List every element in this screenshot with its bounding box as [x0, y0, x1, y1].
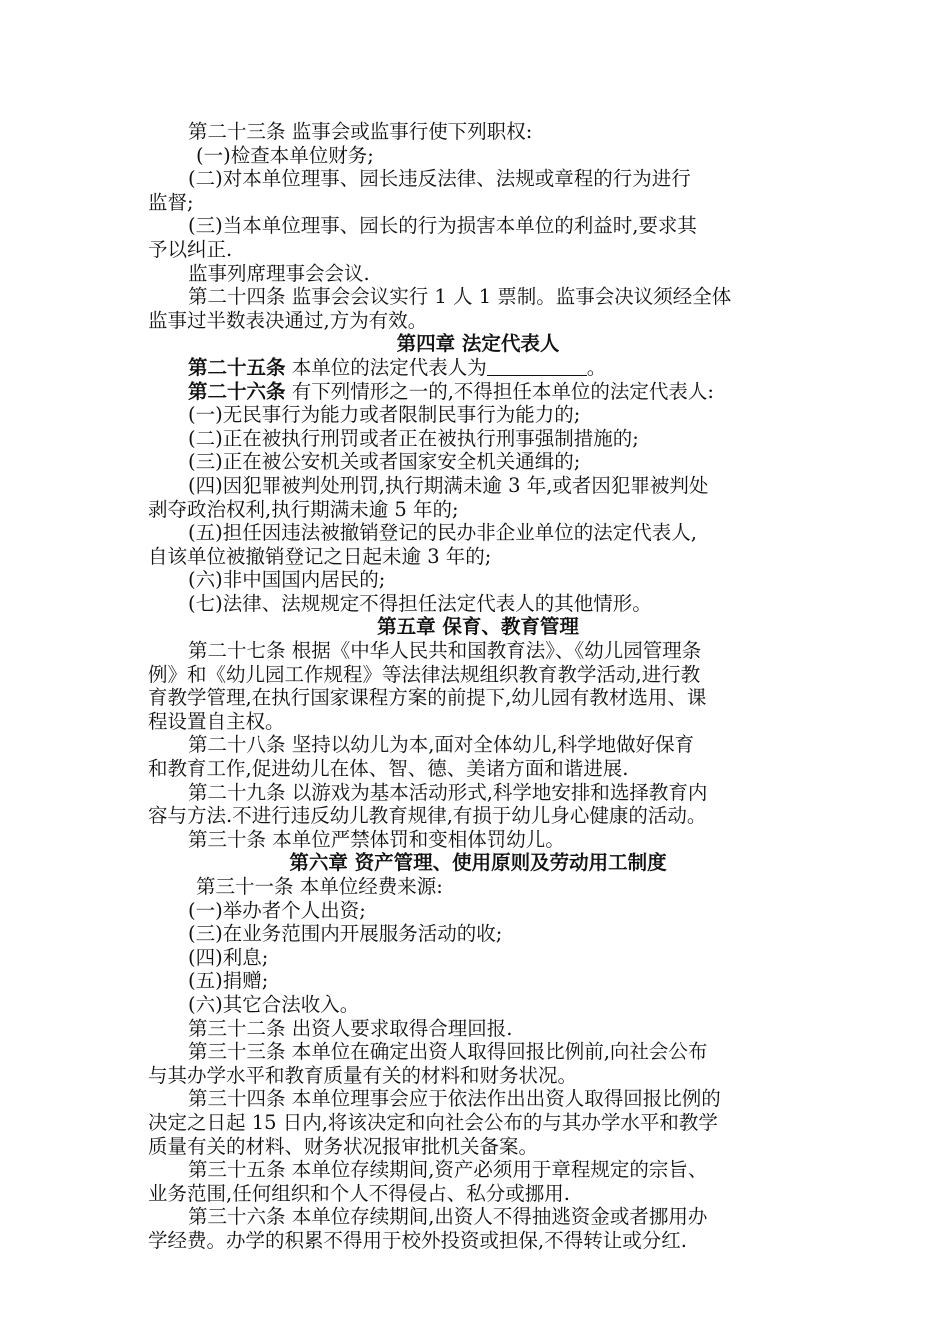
- text-line: 第二十九条 以游戏为基本活动形式,科学地安排和选择教育内: [188, 780, 708, 804]
- text-line: 与其办学水平和教育质量有关的材料和财务状况。: [148, 1063, 578, 1087]
- chapter-heading: 第五章 保育、教育管理: [377, 615, 579, 639]
- document-page: [148, 120, 808, 1253]
- text-line: (五)捐赠;: [188, 969, 269, 993]
- text-line: 业务范围,任何组织和个人不得侵占、私分或挪用.: [148, 1181, 570, 1205]
- text-line: 容与方法.不进行违反幼儿教育规律,有损于幼儿身心健康的活动。: [148, 804, 707, 828]
- text-line: 程设置自主权。: [148, 709, 285, 733]
- text-line: (七)法律、法规规定不得担任法定代表人的其他情形。: [188, 591, 652, 615]
- section-education: [148, 639, 808, 851]
- text-line: 予以纠正.: [148, 237, 233, 261]
- text-line: 监督;: [148, 190, 194, 214]
- text-line: (四)利息;: [188, 945, 269, 969]
- text-line: 第三十五条 本单位存续期间,资产必须用于章程规定的宗旨、: [188, 1158, 708, 1182]
- chapter-heading: 第四章 法定代表人: [396, 332, 560, 356]
- text-line: (一)检查本单位财务;: [196, 143, 374, 167]
- text-line: 监事列席理事会会议.: [188, 261, 370, 285]
- article-25: [148, 356, 808, 380]
- text-line: (一)举办者个人出资;: [188, 898, 366, 922]
- text-line: 第三十一条 本单位经费来源:: [196, 875, 443, 898]
- text-line: 自该单位被撤销登记之日起未逾 3 年的;: [148, 544, 492, 568]
- text-line: (四)因犯罪被判处刑罚,执行期满未逾 3 年,或者因犯罪被判处: [188, 473, 709, 497]
- text-line: 质量有关的材料、财务状况报审批机关备案。: [148, 1134, 539, 1158]
- chapter-heading: 第六章 资产管理、使用原则及劳动用工制度: [289, 851, 667, 875]
- text-line: 第三十二条 出资人要求取得合理回报.: [188, 1016, 513, 1040]
- text-line: (二)对本单位理事、园长违反法律、法规或章程的行为进行: [188, 167, 691, 191]
- text-line: (三)正在被公安机关或者国家安全机关通缉的;: [188, 450, 581, 474]
- section-legal-rep: [148, 403, 808, 615]
- article-end: 。: [586, 355, 607, 379]
- text-line: 第三十三条 本单位在确定出资人取得回报比例前,向社会公布: [188, 1040, 708, 1064]
- text-line: 第二十八条 坚持以幼儿为本,面对全体幼儿,科学地做好保育: [188, 733, 695, 757]
- text-line: 例》和《幼儿园工作规程》等法律法规组织教育教学活动,进行教: [148, 662, 701, 686]
- text-line: 和教育工作,促进幼儿在体、智、德、美诸方面和谐进展.: [148, 757, 629, 781]
- text-line: 监事过半数表决通过,方为有效。: [148, 308, 428, 332]
- text-line: 育教学管理,在执行国家课程方案的前提下,幼儿园有教材选用、课: [148, 686, 707, 710]
- text-line: 决定之日起 15 日内,将该决定和向社会公布的与其办学水平和教学: [148, 1110, 718, 1134]
- text-line: (一)无民事行为能力或者限制民事行为能力的;: [188, 403, 581, 427]
- text-line: (三)当本单位理事、园长的行为损害本单位的利益时,要求其: [188, 214, 697, 238]
- article-26: [148, 380, 808, 404]
- text-line: 第三十六条 本单位存续期间,出资人不得抽逃资金或者挪用办: [188, 1205, 708, 1229]
- text-line: 第二十七条 根据《中华人民共和国教育法》、《幼儿园管理条: [188, 639, 702, 663]
- text-line: (五)担任因违法被撤销登记的民办非企业单位的法定代表人,: [188, 521, 697, 545]
- article-text: 本单位的法定代表人为: [285, 355, 487, 379]
- text-line: (六)非中国国内居民的;: [188, 568, 386, 592]
- text-line: (三)在业务范围内开展服务活动的收;: [188, 922, 503, 946]
- article-text: 有下列情形之一的,不得担任本单位的法定代表人:: [285, 379, 714, 403]
- text-line: 第二十四条 监事会会议实行 1 人 1 票制。监事会决议须经全体: [188, 285, 732, 309]
- text-line: 第二十三条 监事会或监事行使下列职权:: [188, 120, 533, 143]
- blank-line: [487, 357, 587, 376]
- text-line: 第三十四条 本单位理事会应于依法作出出资人取得回报比例的: [188, 1087, 721, 1111]
- text-line: (二)正在被执行刑罚或者正在被执行刑事强制措施的;: [188, 426, 639, 450]
- text-line: (六)其它合法收入。: [188, 992, 360, 1016]
- text-line: 剥夺政治权利,执行期满未逾 5 年的;: [148, 497, 459, 521]
- article-label: 第二十五条: [188, 355, 286, 379]
- text-line: 第三十条 本单位严禁体罚和变相体罚幼儿。: [188, 827, 565, 851]
- section-supervisors: [148, 120, 808, 332]
- text-line: 学经费。办学的积累不得用于校外投资或担保,不得转让或分红.: [148, 1228, 687, 1252]
- article-label: 第二十六条: [188, 379, 286, 403]
- section-assets: [148, 875, 808, 1253]
